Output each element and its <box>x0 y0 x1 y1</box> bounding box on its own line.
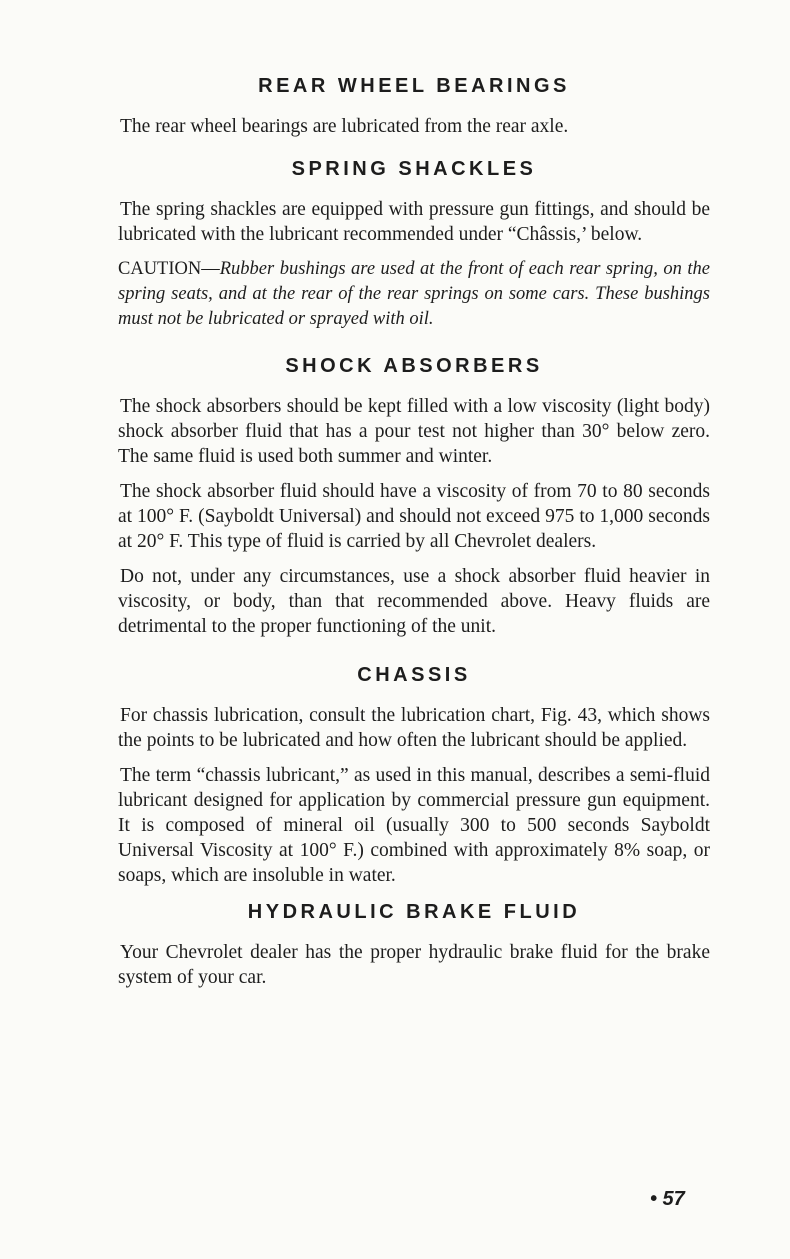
page-body <box>118 72 710 1012</box>
heading-shock-absorbers: SHOCK ABSORBERS <box>285 355 543 377</box>
heading-rear-wheel-bearings: REAR WHEEL BEARINGS <box>258 75 570 97</box>
caution-text: Rubber bushings are used at the front of each rear spring, on the spring seats, and at the rear of the rear springs on some cars. These bushings must not be lubricated or sprayed with oil. <box>118 259 710 329</box>
paragraph: The spring shackles are equipped with pressure gun fittings, and should be lubricated with the lubricant recommended under “Châssis,’ below. <box>118 199 710 245</box>
section-chassis <box>118 661 710 888</box>
paragraph: Your Chevrolet dealer has the proper hydraulic brake fluid for the brake system of your car. <box>118 942 710 988</box>
paragraph: The shock absorber fluid should have a viscosity of from 70 to 80 seconds at 100° F. (Sayboldt Universal) and should not exceed 975 to 1,000 seconds at 20° F. This type of fluid is carried by all Chevrolet dealers. <box>118 481 710 552</box>
page-number: • 57 <box>650 1188 685 1210</box>
paragraph: The rear wheel bearings are lubricated from the rear axle. <box>120 116 569 137</box>
paragraph: For chassis lubrication, consult the lubrication chart, Fig. 43, which shows the points to be lubricated and how often the lubricant should be applied. <box>118 705 710 751</box>
section-shock-absorbers <box>118 352 710 639</box>
section-spring-shackles <box>118 155 710 332</box>
paragraph: The term “chassis lubricant,” as used in this manual, describes a semi-fluid lubricant designed for application by commercial pressure gun equipment. It is composed of mineral oil (usually 300 to 500 seconds Sayboldt Universal Viscosity at 100° F.) combined with approximately 8% soap, or soaps, which are insoluble in water. <box>118 765 710 886</box>
caution-note <box>118 257 710 332</box>
heading-spring-shackles: SPRING SHACKLES <box>291 158 537 180</box>
caution-label: CAUTION— <box>118 259 220 279</box>
heading-hydraulic-brake-fluid: HYDRAULIC BRAKE FLUID <box>247 901 581 923</box>
section-rear-wheel-bearings <box>118 72 710 139</box>
heading-chassis: CHASSIS <box>357 664 471 686</box>
paragraph: Do not, under any circumstances, use a shock absorber fluid heavier in viscosity, or body, than that recommended above. Heavy fluids are detrimental to the proper functioning of the unit. <box>118 566 710 637</box>
section-hydraulic-brake-fluid <box>118 898 710 990</box>
paragraph: The shock absorbers should be kept filled with a low viscosity (light body) shock absorber fluid that has a pour test not higher than 30° below zero. The same fluid is used both summer and winter. <box>118 396 710 467</box>
